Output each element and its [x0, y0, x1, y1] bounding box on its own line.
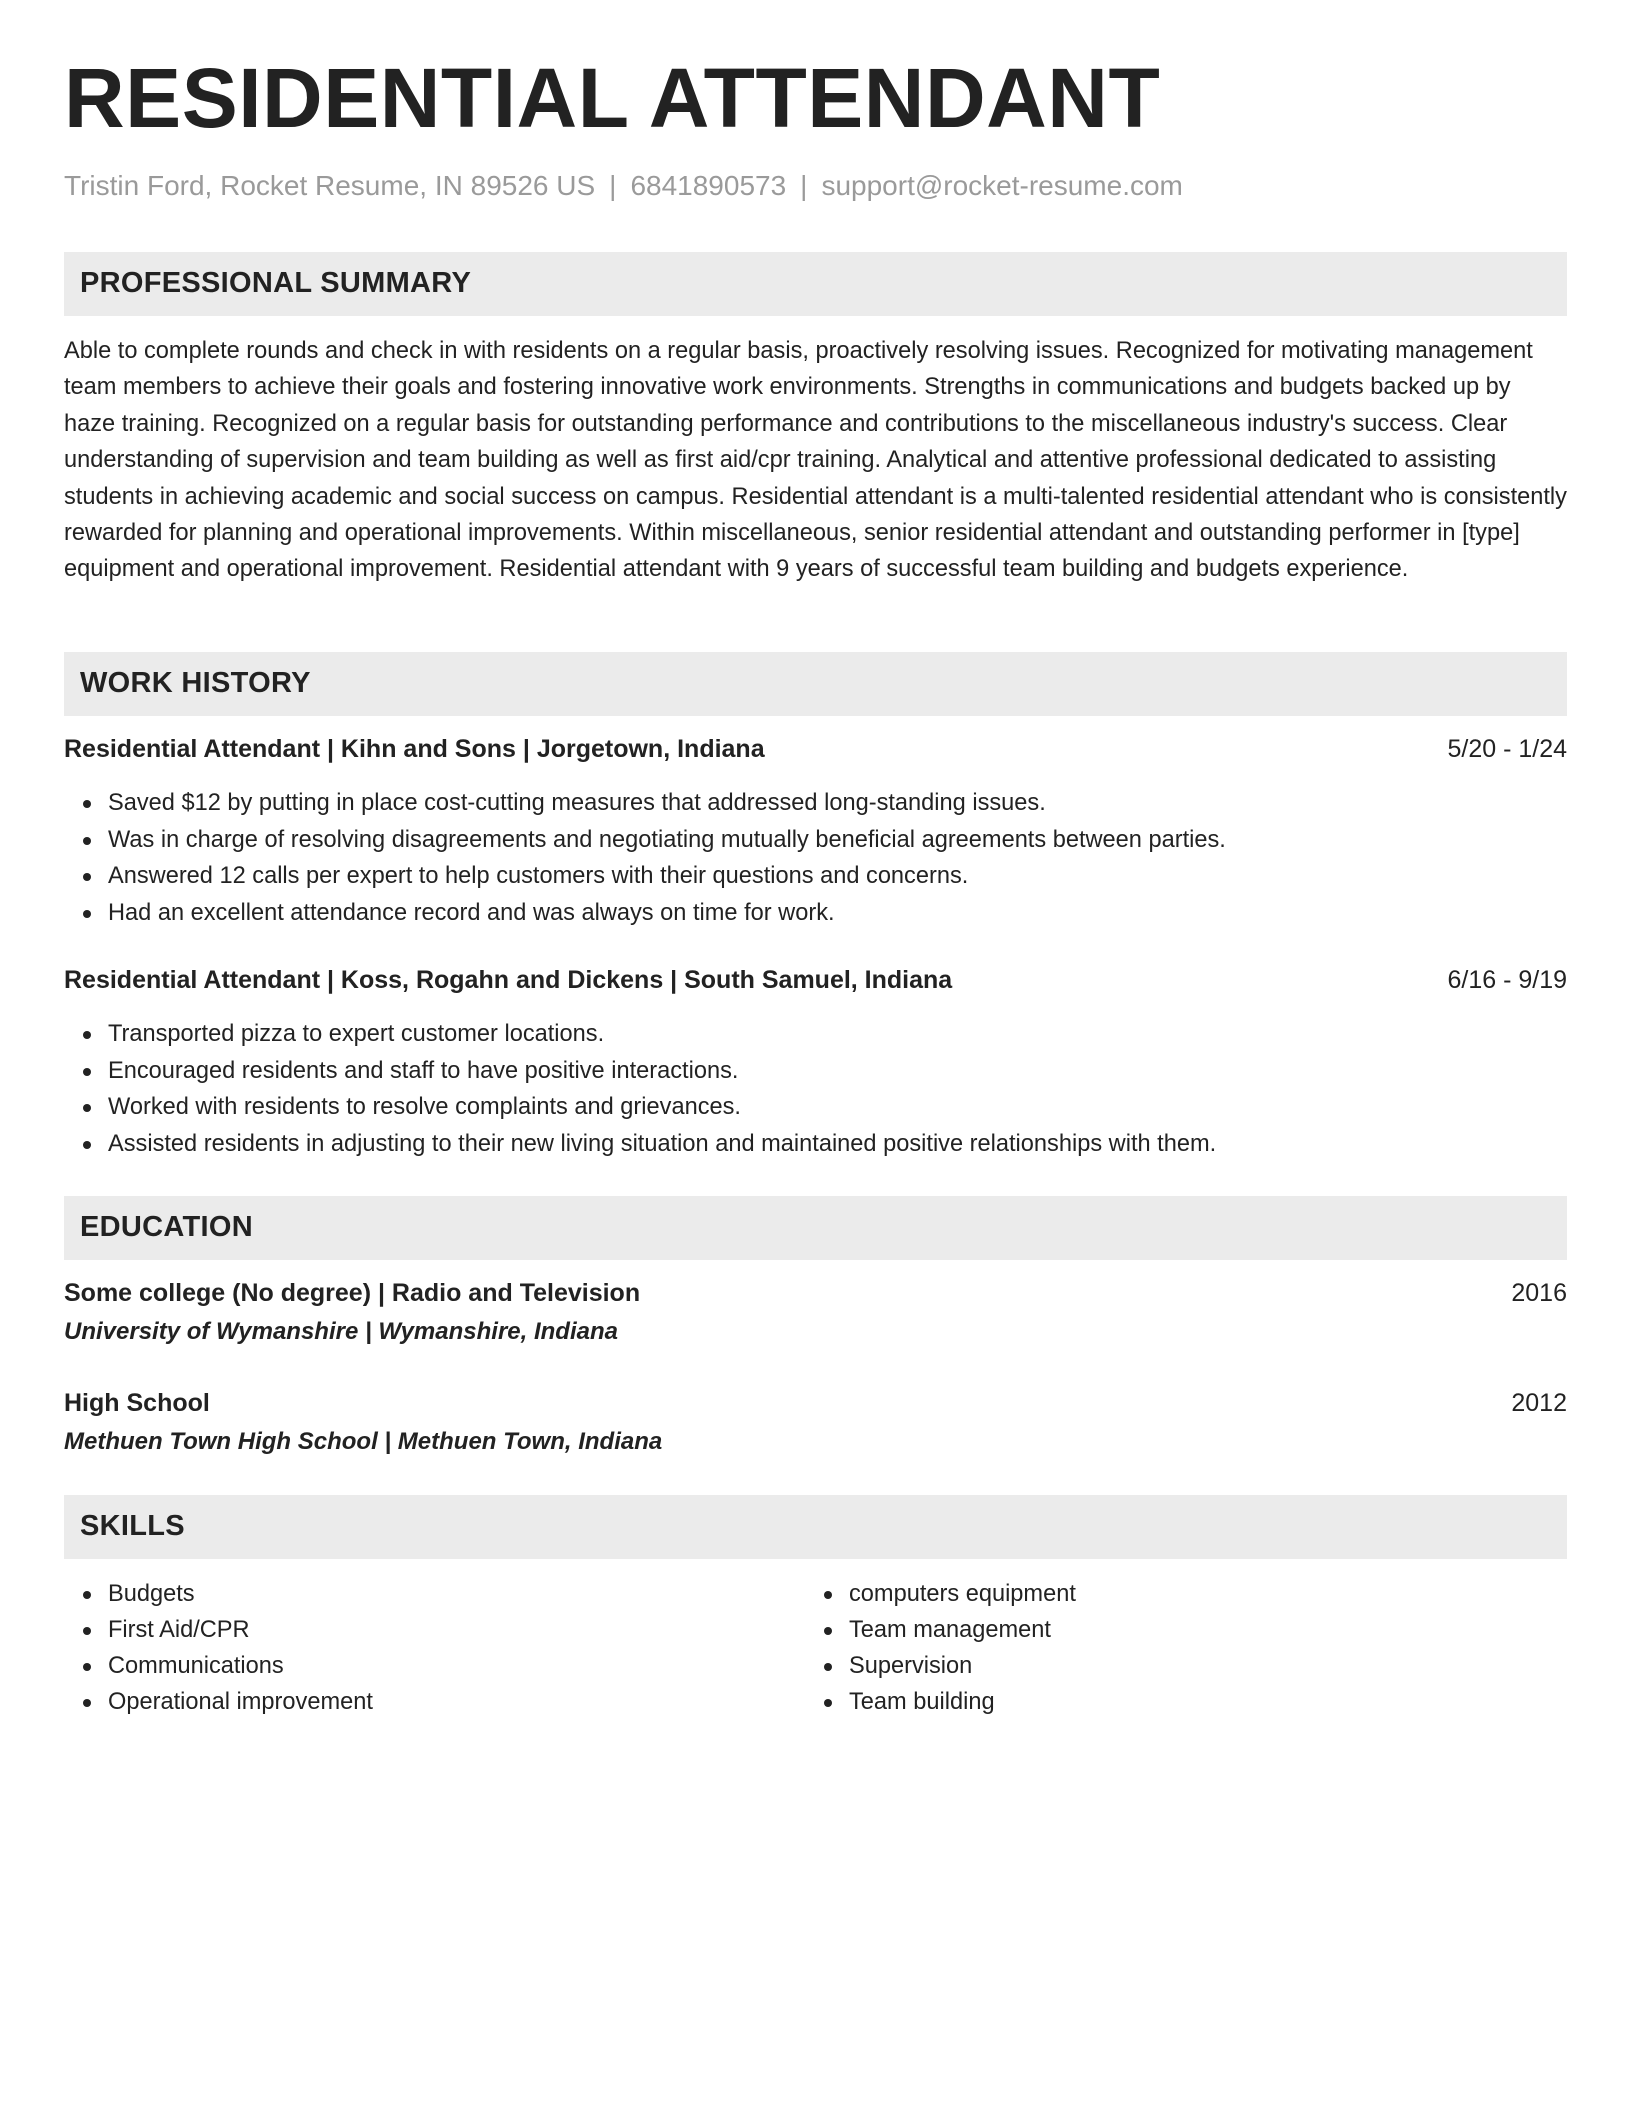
- skills-list-left: [64, 1576, 788, 1720]
- skills-list-right: [805, 1576, 1529, 1720]
- education-school: Methuen Town High School | Methuen Town, Indiana: [64, 1428, 663, 1455]
- education-heading: EDUCATION: [80, 1211, 253, 1243]
- contact-separator: |: [800, 170, 808, 201]
- job-header: [64, 735, 1567, 771]
- job-bullet-list: [64, 785, 1548, 931]
- education-school: University of Wymanshire | Wymanshire, Indiana: [64, 1318, 618, 1345]
- skill-item: Team building: [849, 1684, 1529, 1720]
- education-year: 2012: [1511, 1389, 1567, 1417]
- job-bullet: Saved $12 by putting in place cost-cutting measures that addressed long-standing issues.: [108, 785, 1548, 822]
- job-dates: 6/16 - 9/19: [1447, 966, 1567, 994]
- education-degree: High School: [64, 1389, 210, 1417]
- job-bullet: Encouraged residents and staff to have positive interactions.: [108, 1053, 1548, 1090]
- contact-line: [64, 170, 1183, 202]
- work-history-section-header: [64, 652, 1567, 716]
- job-bullet: Transported pizza to expert customer locations.: [108, 1016, 1548, 1053]
- summary-section-header: [64, 252, 1567, 316]
- summary-text: Able to complete rounds and check in with residents on a regular basis, proactively resolving issues. Recognized for motivating management team members to achieve their goals and fostering innovative work environments. Strengths in communications and budgets backed up by haze training. Recognized on a regular basis for outstanding performance and contributions to the miscellaneous industry's success. Clear understanding of supervision and team building as well as first aid/cpr training. Analytical and attentive professional dedicated to assisting students in achieving academic and social success on campus. Residential attendant is a multi-talented residential attendant who is consistently rewarded for planning and operational improvements. Within miscellaneous, senior residential attendant and outstanding performer in [type] equipment and operational improvement. Residential attendant with 9 years of successful team building and budgets experience.: [64, 338, 1567, 583]
- job-bullet: Answered 12 calls per expert to help customers with their questions and concerns.: [108, 858, 1548, 895]
- skill-item: Operational improvement: [108, 1684, 788, 1720]
- job-title: Residential Attendant | Koss, Rogahn and Dickens | South Samuel, Indiana: [64, 966, 953, 994]
- job-dates: 5/20 - 1/24: [1447, 735, 1567, 763]
- skills-heading: SKILLS: [80, 1510, 185, 1542]
- skill-item: Team management: [849, 1612, 1529, 1648]
- education-entry-header: [64, 1389, 1567, 1418]
- job-bullet: Had an excellent attendance record and was always on time for work.: [108, 895, 1548, 932]
- job-bullet: Assisted residents in adjusting to their new living situation and maintained positive relationships with them.: [108, 1126, 1548, 1163]
- skill-item: computers equipment: [849, 1576, 1529, 1612]
- work-history-heading: WORK HISTORY: [80, 667, 311, 699]
- education-entry-header: [64, 1279, 1567, 1308]
- education-year: 2016: [1511, 1279, 1567, 1307]
- job-bullet-list: [64, 1016, 1548, 1162]
- education-section-header: [64, 1196, 1567, 1260]
- contact-email: support@rocket-resume.com: [821, 170, 1183, 201]
- job-bullet: Worked with residents to resolve complaints and grievances.: [108, 1089, 1548, 1126]
- skill-item: Communications: [108, 1648, 788, 1684]
- skill-item: Budgets: [108, 1576, 788, 1612]
- job-title: Residential Attendant | Kihn and Sons | Jorgetown, Indiana: [64, 735, 765, 763]
- education-degree: Some college (No degree) | Radio and Television: [64, 1279, 641, 1307]
- resume-title: RESIDENTIAL ATTENDANT: [64, 51, 1161, 145]
- job-header: [64, 966, 1567, 1002]
- contact-phone: 6841890573: [630, 170, 787, 201]
- contact-separator: |: [609, 170, 617, 201]
- skill-item: Supervision: [849, 1648, 1529, 1684]
- contact-address: Tristin Ford, Rocket Resume, IN 89526 US: [64, 170, 596, 201]
- skill-item: First Aid/CPR: [108, 1612, 788, 1648]
- summary-heading: PROFESSIONAL SUMMARY: [80, 267, 472, 299]
- skills-section-header: [64, 1495, 1567, 1559]
- job-bullet: Was in charge of resolving disagreements and negotiating mutually beneficial agreements between parties.: [108, 822, 1548, 859]
